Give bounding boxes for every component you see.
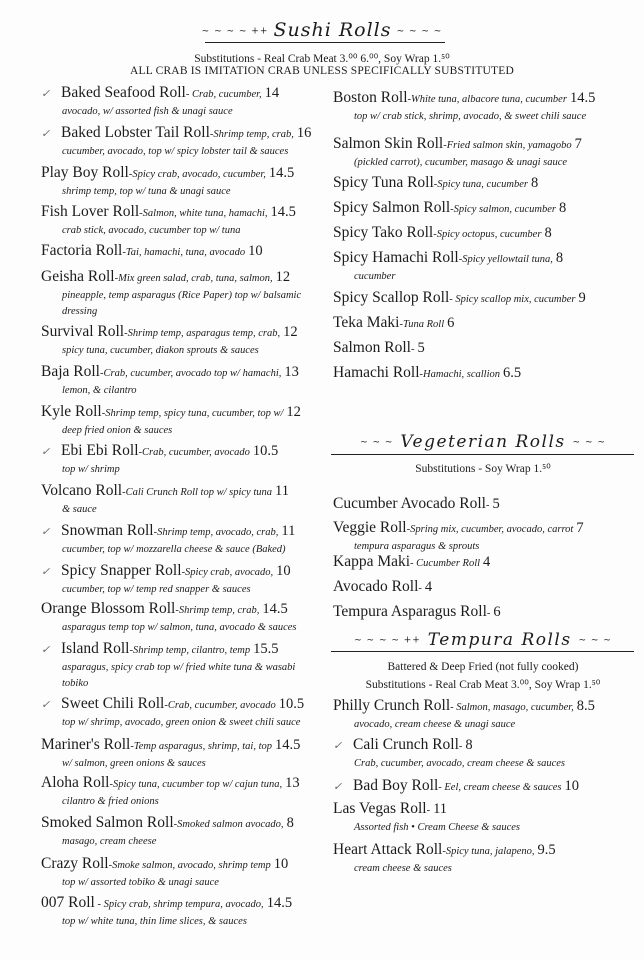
item-price: 14.5 — [262, 601, 288, 617]
menu-item — [41, 268, 341, 320]
menu-item — [333, 339, 633, 359]
item-line — [41, 442, 341, 462]
item-price: 14.5 — [275, 737, 301, 753]
item-description: -Spicy crab, avocado, cucumber, — [128, 169, 266, 180]
item-price: 11 — [281, 523, 296, 539]
item-description: -Spicy yellowtail tuna, — [458, 254, 553, 265]
section-title: Vegeterian Rolls — [400, 432, 566, 452]
item-description-continued: masago, cream cheese — [62, 836, 157, 847]
item-price: 6 — [447, 315, 455, 331]
check-mark-icon: ✓ — [333, 781, 343, 793]
item-description: -Spicy tuna, cucumber top w/ cajun tuna, — [109, 779, 283, 790]
item-description-continued: asparagus temp top w/ salmon, tuna, avocado & sauces — [62, 622, 297, 633]
menu-item — [333, 89, 633, 125]
item-description-continued: tobiko — [62, 678, 89, 689]
item-description: -Smoke salmon, avocado, shrimp temp — [108, 860, 271, 871]
item-description-continued: spicy tuna, cucumber, diakon sprouts & sauces — [62, 345, 259, 356]
menu-item — [333, 199, 633, 219]
item-price: 14.5 — [268, 165, 295, 181]
menu-item — [333, 777, 633, 797]
item-price: 8 — [544, 225, 552, 241]
item-name: Aloha Roll — [41, 774, 110, 791]
item-description-continued: top w/ shrimp, avocado, green onion & sweet chili sauce — [62, 717, 301, 728]
item-price: 13 — [285, 775, 300, 791]
menu-item — [333, 736, 633, 772]
menu-item — [333, 603, 633, 623]
section-title: Sushi Rolls — [273, 19, 392, 41]
menu-item — [41, 640, 341, 692]
item-name: Salmon Roll — [333, 339, 411, 356]
menu-item — [333, 697, 633, 733]
item-name: Sweet Chili Roll — [61, 695, 165, 712]
item-line — [41, 774, 341, 794]
item-name: Veggie Roll — [333, 519, 407, 536]
item-price: 11 — [275, 483, 289, 499]
menu-item — [333, 135, 633, 171]
item-name: Geisha Roll — [41, 268, 115, 285]
item-price: 10 — [248, 243, 263, 259]
item-line — [41, 403, 341, 423]
item-description-continued: top w/ shrimp — [62, 464, 120, 475]
item-price: 14.5 — [569, 90, 596, 106]
item-line — [333, 174, 633, 194]
item-line — [41, 323, 341, 343]
item-name: Kappa Maki — [333, 553, 411, 570]
item-description-continued: asparagus, spicy crab top w/ fried white tuna & wasabi — [62, 662, 296, 673]
item-description-continued: cilantro & fried onions — [62, 796, 159, 807]
item-description-continued: cucumber — [354, 271, 396, 282]
item-description: -Tuna Roll — [399, 319, 445, 330]
item-price: 10.5 — [252, 443, 279, 459]
item-description-continued: top w/ white tuna, thin lime slices, & sauces — [62, 916, 247, 927]
menu-item — [41, 855, 341, 891]
menu-item — [41, 363, 341, 399]
menu-item — [333, 495, 633, 515]
menu-item — [333, 289, 633, 309]
item-name: Bad Boy Roll — [353, 777, 439, 794]
item-name: Orange Blossom Roll — [41, 600, 176, 617]
item-line — [41, 695, 341, 715]
item-description-continued: dressing — [62, 306, 98, 317]
menu-item — [41, 894, 341, 930]
item-price: 4 — [424, 579, 433, 595]
item-description: - Salmon, masago, cucumber, — [450, 702, 574, 713]
menu-item — [41, 814, 341, 850]
tempura-note: Battered & Deep Fried (not fully cooked) — [387, 661, 579, 673]
item-name: Smoked Salmon Roll — [41, 814, 174, 831]
item-name: Spicy Scallop Roll — [333, 289, 450, 306]
menu-item — [41, 442, 341, 478]
item-description: -Crab, cucumber, avocado — [164, 700, 276, 711]
item-name: Baja Roll — [41, 363, 100, 380]
menu-item — [333, 249, 633, 285]
item-name: Philly Crunch Roll — [333, 697, 451, 714]
item-price: 6.5 — [503, 365, 522, 381]
menu-item — [333, 578, 633, 598]
item-name: Spicy Hamachi Roll — [333, 249, 459, 266]
item-price: 8 — [558, 200, 567, 216]
item-price: 9 — [578, 290, 586, 306]
item-description: - — [485, 500, 490, 511]
item-description: -Shrimp temp, spicy tuna, cucumber, top w/ — [101, 408, 284, 419]
item-description: -Shrimp temp, asparagus temp, crab, — [124, 328, 281, 339]
item-description-continued: w/ salmon, green onions & sauces — [62, 758, 206, 769]
item-name: Heart Attack Roll — [333, 841, 443, 858]
menu-item — [41, 562, 341, 598]
item-line — [41, 482, 341, 502]
item-price: 6 — [493, 604, 501, 620]
item-line — [333, 495, 633, 515]
item-name: Tempura Asparagus Roll — [333, 603, 487, 620]
tempura-substitutions: Substitutions - Real Crab Meat 3.⁰⁰, Soy Wrap 1.⁵⁰ — [365, 679, 601, 691]
check-mark-icon: ✓ — [41, 566, 51, 578]
item-line — [41, 164, 341, 184]
item-description-continued: deep fried onion & sauces — [62, 425, 173, 436]
item-line — [333, 364, 633, 384]
check-mark-icon: ✓ — [41, 446, 51, 458]
item-price: 10 — [276, 563, 291, 579]
item-price: 14 — [264, 85, 280, 101]
item-description: -Crab, cucumber, avocado top w/ hamachi, — [99, 368, 282, 379]
item-description: -Shrimp temp, cilantro, temp — [129, 645, 251, 656]
item-name: Avocado Roll — [333, 578, 419, 595]
menu-item — [41, 203, 341, 239]
menu-item — [333, 174, 633, 194]
item-description: -Spicy salmon, cucumber — [450, 204, 556, 215]
item-name: Boston Roll — [333, 89, 408, 106]
menu-item — [333, 314, 633, 334]
check-mark-icon: ✓ — [41, 128, 51, 140]
decorative-flourish-right: ~ ~ ~ — [572, 437, 606, 448]
item-description: - Spicy scallop mix, cucumber — [449, 294, 576, 305]
item-price: 15.5 — [253, 641, 279, 657]
item-line — [333, 603, 633, 623]
item-name: Las Vegas Roll — [333, 800, 427, 817]
item-name: Play Boy Roll — [41, 164, 129, 181]
item-price: 8 — [555, 250, 564, 266]
item-name: Crazy Roll — [41, 855, 109, 872]
item-description: -Cali Crunch Roll top w/ spicy tuna — [122, 487, 273, 498]
item-description: - Crab, cucumber, — [185, 89, 262, 100]
menu-item — [333, 800, 633, 836]
menu-item — [41, 695, 341, 731]
item-line — [41, 203, 341, 223]
item-name: Cucumber Avocado Roll — [333, 495, 486, 512]
item-price: 10 — [564, 778, 579, 794]
item-line — [333, 135, 633, 155]
menu-item — [333, 841, 633, 877]
item-name: Ebi Ebi Roll — [61, 442, 139, 459]
item-line — [333, 519, 633, 539]
item-name: Factoria Roll — [41, 242, 123, 259]
item-line — [41, 600, 341, 620]
title-underline — [205, 42, 445, 43]
menu-item — [41, 482, 341, 518]
item-line — [41, 855, 341, 875]
item-description: -Salmon, white tuna, hamachi, — [139, 208, 268, 219]
item-line — [333, 578, 633, 598]
item-line — [41, 894, 341, 914]
item-price: 12 — [286, 404, 301, 420]
item-description: - — [426, 805, 431, 816]
menu-item — [41, 323, 341, 359]
menu-item — [41, 164, 341, 200]
item-description: -Crab, cucumber, avocado — [138, 447, 250, 458]
menu-item — [41, 124, 341, 160]
section-underline — [331, 454, 634, 455]
item-line — [41, 242, 341, 262]
item-description: -Tai, hamachi, tuna, avocado — [122, 247, 246, 258]
item-name: 007 Roll — [41, 894, 95, 911]
item-name: Baked Seafood Roll — [61, 84, 186, 101]
item-name: Spicy Snapper Roll — [61, 562, 182, 579]
menu-item — [41, 600, 341, 636]
item-price: 10.5 — [278, 696, 305, 712]
item-name: Survival Roll — [41, 323, 125, 340]
menu-item — [41, 84, 341, 120]
item-description: - — [410, 344, 415, 355]
item-description-continued: avocado, w/ assorted fish & unagi sauce — [62, 106, 233, 117]
menu-item — [333, 364, 633, 384]
item-description: -Spicy tuna, jalapeno, — [442, 846, 535, 857]
item-description: - — [458, 741, 463, 752]
item-description-continued: tempura asparagus & sprouts — [354, 541, 480, 552]
item-description: - — [486, 608, 491, 619]
item-description: - Eel, cream cheese & sauces — [438, 782, 562, 793]
item-description: - Spicy crab, shrimp tempura, avocado, — [94, 899, 264, 910]
section-title: Tempura Rolls — [427, 630, 572, 650]
item-line — [333, 339, 633, 359]
item-description-continued: crab stick, avocado, cucumber top w/ tuna — [62, 225, 241, 236]
item-description-continued: pineapple, temp asparagus (Rice Paper) top w/ balsamic — [62, 290, 302, 301]
menu-item — [41, 774, 341, 810]
item-line — [333, 289, 633, 309]
item-name: Snowman Roll — [61, 522, 154, 539]
item-name: Island Roll — [61, 640, 130, 657]
decorative-flourish-right: ~ ~ ~ — [578, 635, 612, 646]
item-price: 12 — [275, 269, 291, 285]
item-line — [41, 814, 341, 834]
item-price: 8.5 — [576, 698, 595, 714]
item-line — [333, 800, 633, 820]
item-description-continued: shrimp temp, top w/ tuna & unagi sauce — [62, 186, 231, 197]
item-name: Spicy Tako Roll — [333, 224, 434, 241]
menu-item — [333, 224, 633, 244]
item-line — [333, 777, 633, 797]
item-name: Baked Lobster Tail Roll — [61, 124, 210, 141]
item-line — [333, 841, 633, 861]
item-description: - Cucumber Roll — [410, 558, 481, 569]
item-description: -Temp asparagus, shrimp, tai, top — [130, 741, 273, 752]
menu-item — [41, 242, 341, 262]
menu-item — [41, 736, 341, 772]
item-name: Spicy Tuna Roll — [333, 174, 434, 191]
item-line — [333, 314, 633, 334]
item-line — [41, 124, 341, 144]
item-price: 10 — [273, 856, 289, 872]
item-description-continued: (pickled carrot), cucumber, masago & unagi sauce — [354, 157, 568, 168]
item-line — [41, 640, 341, 660]
item-description-continued: cream cheese & sauces — [354, 863, 452, 874]
item-description: -Spring mix, cucumber, avocado, carrot — [406, 524, 574, 535]
item-line — [41, 562, 341, 582]
item-name: Salmon Skin Roll — [333, 135, 444, 152]
item-description-continued: cucumber, top w/ temp red snapper & sauces — [62, 584, 251, 595]
item-description-continued: & sauce — [62, 504, 97, 515]
item-description-continued: Crab, cucumber, avocado, cream cheese & sauces — [354, 758, 566, 769]
item-description: -White tuna, albacore tuna, cucumber — [407, 94, 567, 105]
item-name: Cali Crunch Roll — [353, 736, 459, 753]
item-price: 7 — [576, 520, 584, 536]
item-name: Volcano Roll — [41, 482, 123, 499]
menu-item — [41, 522, 341, 558]
item-description-continued: avocado, cream cheese & unagi sauce — [354, 719, 516, 730]
check-mark-icon: ✓ — [41, 699, 51, 711]
item-price: 5 — [492, 496, 500, 512]
item-name: Teka Maki — [333, 314, 400, 331]
vegetarian-rolls-heading — [333, 432, 633, 452]
item-description: -Fried salmon skin, yamagobo — [443, 140, 572, 151]
item-description: -Spicy tuna, cucumber — [433, 179, 528, 190]
check-mark-icon: ✓ — [41, 526, 51, 538]
item-name: Hamachi Roll — [333, 364, 420, 381]
item-description-continued: Assorted fish • Cream Cheese & sauces — [354, 822, 521, 833]
sushi-substitutions: Substitutions - Real Crab Meat 3.⁰⁰ 6.⁰⁰, Soy Wrap 1.⁵⁰ — [194, 53, 450, 65]
item-description: -Hamachi, scallion — [419, 369, 501, 380]
decorative-flourish-left: ~ ~ ~ ~ ++ — [201, 26, 269, 37]
item-line — [41, 522, 341, 542]
item-description: -Smoked salmon avocado, — [173, 819, 284, 830]
item-description: -Shrimp temp, crab, — [175, 605, 260, 616]
item-description-continued: cucumber, avocado, top w/ spicy lobster tail & sauces — [62, 146, 289, 157]
item-price: 8 — [530, 175, 539, 191]
item-line — [41, 268, 341, 288]
item-price: 12 — [283, 324, 298, 340]
item-description: -Shrimp temp, avocado, crab, — [153, 527, 279, 538]
item-price: 11 — [433, 801, 448, 817]
item-price: 7 — [574, 136, 582, 152]
item-description-continued: cucumber, top w/ mozzarella cheese & sauce (Baked) — [62, 544, 286, 555]
item-description-continued: lemon, & cilantro — [62, 385, 137, 396]
item-price: 9.5 — [537, 842, 556, 858]
tempura-rolls-heading — [333, 630, 633, 650]
item-name: Fish Lover Roll — [41, 203, 140, 220]
item-price: 4 — [483, 554, 491, 570]
item-description: -Spicy octopus, cucumber — [433, 229, 542, 240]
item-line — [333, 89, 633, 109]
item-description: -Shrimp temp, crab, — [209, 129, 294, 140]
decorative-flourish-left: ~ ~ ~ ~ ++ — [354, 635, 421, 646]
imitation-crab-notice: ALL CRAB IS IMITATION CRAB UNLESS SPECIFICALLY SUBSTITUTED — [129, 65, 515, 77]
item-description: - — [418, 583, 422, 594]
item-line — [333, 224, 633, 244]
vegetarian-substitutions: Substitutions - Soy Wrap 1.⁵⁰ — [415, 463, 551, 475]
item-description: -Mix green salad, crab, tuna, salmon, — [114, 273, 273, 284]
check-mark-icon: ✓ — [41, 88, 51, 100]
menu-item — [41, 403, 341, 439]
sushi-rolls-heading — [0, 19, 644, 41]
item-line — [333, 736, 633, 756]
item-line — [333, 553, 633, 573]
item-name: Mariner's Roll — [41, 736, 131, 753]
decorative-flourish-right: ~ ~ ~ ~ — [396, 26, 443, 37]
section-underline — [331, 651, 634, 652]
item-description: -Spicy crab, avocado, — [181, 567, 274, 578]
check-mark-icon: ✓ — [41, 644, 51, 656]
item-price: 5 — [417, 340, 425, 356]
item-price: 13 — [284, 364, 299, 380]
item-price: 8 — [465, 737, 473, 753]
check-mark-icon: ✓ — [333, 740, 343, 752]
item-price: 8 — [286, 815, 294, 831]
item-line — [41, 84, 341, 104]
menu-item — [333, 553, 633, 573]
item-line — [41, 363, 341, 383]
item-line — [333, 249, 633, 269]
item-line — [333, 697, 633, 717]
item-price: 14.5 — [266, 895, 293, 911]
item-price: 16 — [296, 125, 312, 141]
item-line — [41, 736, 341, 756]
item-line — [333, 199, 633, 219]
item-description-continued: top w/ assorted tobiko & unagi sauce — [62, 877, 219, 888]
decorative-flourish-left: ~ ~ ~ — [360, 437, 394, 448]
item-name: Kyle Roll — [41, 403, 102, 420]
item-description-continued: top w/ crab stick, shrimp, avocado, & sweet chili sauce — [354, 111, 587, 122]
item-name: Spicy Salmon Roll — [333, 199, 451, 216]
menu-item — [333, 519, 633, 555]
item-price: 14.5 — [270, 204, 296, 220]
